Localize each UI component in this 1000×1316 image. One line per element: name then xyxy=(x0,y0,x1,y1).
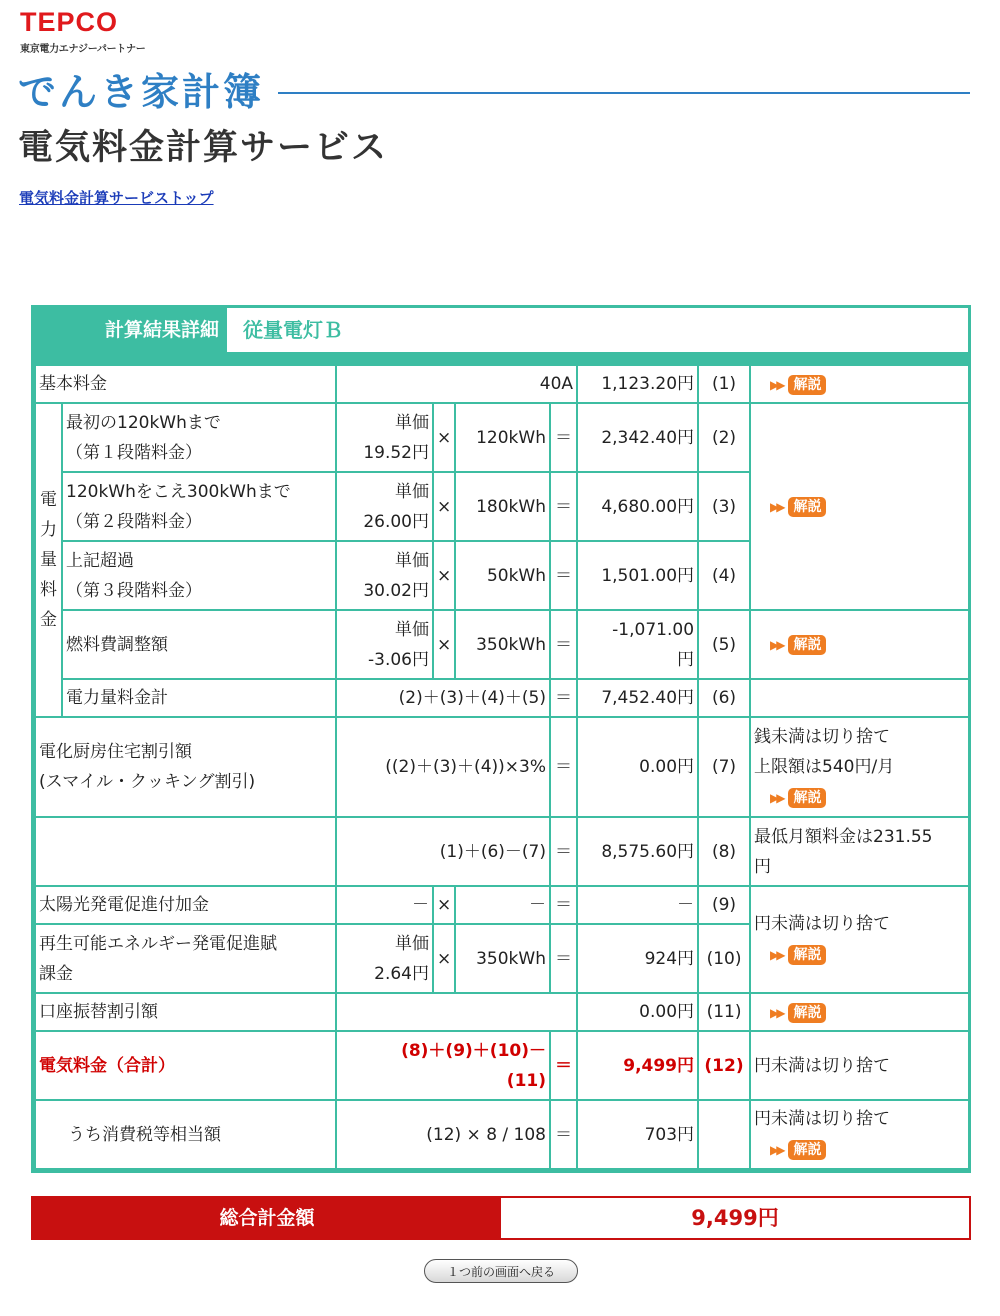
times-sign: × xyxy=(433,541,455,610)
kaisetsu-label: 解説 xyxy=(788,635,826,655)
row-label: 基本料金 xyxy=(35,365,336,403)
row-number: (5) xyxy=(698,610,750,679)
times-sign: × xyxy=(433,924,455,993)
kwh-value: 50kWh xyxy=(455,541,550,610)
amount-value: 7,452.40円 xyxy=(577,679,698,717)
amount-value: 0.00円 xyxy=(577,993,698,1031)
grand-total-label: 総合計金額 xyxy=(33,1198,501,1238)
kaisetsu-label: 解説 xyxy=(788,1140,826,1160)
double-arrow-icon: ▶▶ xyxy=(770,1143,783,1157)
group-label: 電 力 量 料 金 xyxy=(35,403,62,717)
amount-value: 2,342.40円 xyxy=(577,403,698,472)
row-label: 燃料費調整額 xyxy=(62,610,336,679)
row-label xyxy=(35,817,336,886)
note-cell xyxy=(750,403,969,610)
equals-sign: ＝ xyxy=(550,610,577,679)
kaisetsu-button[interactable] xyxy=(770,1134,826,1165)
amount-value: 8,575.60円 xyxy=(577,817,698,886)
panel-header xyxy=(34,308,968,364)
kaisetsu-label: 解説 xyxy=(788,945,826,965)
kaisetsu-button[interactable] xyxy=(770,491,826,522)
formula: (12) × 8 / 108 xyxy=(336,1100,550,1169)
amount-value: -1,071.00 円 xyxy=(577,610,698,679)
formula: (1)＋(6)－(7) xyxy=(336,817,550,886)
result-panel xyxy=(31,305,971,1173)
row-number: (3) xyxy=(698,472,750,541)
unit-price: 単価 19.52円 xyxy=(336,403,433,472)
double-arrow-icon: ▶▶ xyxy=(770,500,783,514)
equals-sign: ＝ xyxy=(550,679,577,717)
equals-sign: ＝ xyxy=(550,541,577,610)
kwh-value: － xyxy=(455,886,550,924)
kwh-value: 120kWh xyxy=(455,403,550,472)
row-label: 再生可能エネルギー発電促進賦 課金 xyxy=(35,924,336,993)
kaisetsu-label: 解説 xyxy=(788,1003,826,1023)
back-button[interactable]: １つ前の画面へ戻る xyxy=(424,1259,578,1283)
note-cell xyxy=(750,610,969,679)
double-arrow-icon: ▶▶ xyxy=(770,1005,783,1020)
row-label: うち消費税等相当額 xyxy=(35,1100,336,1169)
grand-total-bar xyxy=(31,1196,971,1240)
unit-price: 単価 30.02円 xyxy=(336,541,433,610)
logo-subtitle: 東京電力エナジーパートナー xyxy=(20,44,146,55)
panel-heading: 計算結果詳細 xyxy=(34,308,227,352)
amount-value: 1,123.20円 xyxy=(577,365,698,403)
row-label: 最初の120kWhまで （第１段階料金） xyxy=(62,403,336,472)
formula: (8)＋(9)＋(10)－ (11) xyxy=(336,1031,550,1100)
ampere-value: 40A xyxy=(336,365,577,403)
double-arrow-icon: ▶▶ xyxy=(770,377,783,392)
row-number: (1) xyxy=(698,365,750,403)
row-label: 口座振替割引額 xyxy=(35,993,336,1031)
detail-table xyxy=(34,364,970,1170)
note-cell xyxy=(750,679,969,717)
kwh-value: 350kWh xyxy=(455,610,550,679)
brand-banner xyxy=(18,70,970,114)
page-title: 電気料金計算サービス xyxy=(18,128,389,168)
row-number: (2) xyxy=(698,403,750,472)
unit-price: － xyxy=(336,886,433,924)
note-cell: 最低月額料金は231.55 円 xyxy=(750,817,969,886)
equals-sign: ＝ xyxy=(550,886,577,924)
times-sign: × xyxy=(433,472,455,541)
kaisetsu-label: 解説 xyxy=(788,497,826,517)
kaisetsu-button[interactable] xyxy=(770,997,826,1028)
amount-value: 1,501.00円 xyxy=(577,541,698,610)
row-label: 電気料金（合計） xyxy=(35,1031,336,1100)
row-label: 電力量料金計 xyxy=(62,679,336,717)
unit-price: 単価 2.64円 xyxy=(336,924,433,993)
table-row xyxy=(35,365,969,403)
table-row xyxy=(35,993,969,1031)
kaisetsu-label: 解説 xyxy=(788,788,826,808)
table-row xyxy=(35,610,969,679)
amount-value: － xyxy=(577,886,698,924)
note-cell: 円未満は切り捨て ▶▶ 解説 xyxy=(750,886,969,993)
table-row xyxy=(35,403,969,472)
kaisetsu-label: 解説 xyxy=(788,375,826,395)
note-cell: 円未満は切り捨て xyxy=(750,1031,969,1100)
double-arrow-icon: ▶▶ xyxy=(770,948,783,962)
table-row xyxy=(35,679,969,717)
empty-cell xyxy=(336,993,577,1031)
table-row xyxy=(35,1031,969,1100)
brand-title: でんき家計簿 xyxy=(18,70,265,114)
double-arrow-icon: ▶▶ xyxy=(770,790,783,805)
plan-name: 従量電灯Ｂ xyxy=(227,308,968,352)
formula: (2)＋(3)＋(4)＋(5) xyxy=(336,679,550,717)
kaisetsu-button[interactable] xyxy=(770,782,826,813)
amount-value: 4,680.00円 xyxy=(577,472,698,541)
row-number: (6) xyxy=(698,679,750,717)
kaisetsu-button[interactable] xyxy=(770,629,826,660)
row-label: 電化厨房住宅割引額 (スマイル・クッキング割引) xyxy=(35,717,336,817)
equals-sign: ＝ xyxy=(550,472,577,541)
row-number: (8) xyxy=(698,817,750,886)
times-sign: × xyxy=(433,610,455,679)
times-sign: × xyxy=(433,403,455,472)
row-label: 太陽光発電促進付加金 xyxy=(35,886,336,924)
brand-divider xyxy=(278,92,970,94)
row-number: (4) xyxy=(698,541,750,610)
equals-sign: ＝ xyxy=(550,717,577,817)
row-number: (9) xyxy=(698,886,750,924)
kaisetsu-button[interactable] xyxy=(770,369,826,400)
logo-mark: TEPCO xyxy=(20,7,119,37)
unit-price: 単価 -3.06円 xyxy=(336,610,433,679)
unit-price: 単価 26.00円 xyxy=(336,472,433,541)
kwh-value: 350kWh xyxy=(455,924,550,993)
note-cell xyxy=(750,993,969,1031)
equals-sign: ＝ xyxy=(550,403,577,472)
row-number xyxy=(698,1100,750,1169)
tepco-logo xyxy=(20,8,145,55)
amount-value: 703円 xyxy=(577,1100,698,1169)
note-cell xyxy=(750,365,969,403)
amount-value: 0.00円 xyxy=(577,717,698,817)
times-sign: × xyxy=(433,886,455,924)
table-row xyxy=(35,886,969,924)
equals-sign: ＝ xyxy=(550,1100,577,1169)
table-row xyxy=(35,1100,969,1169)
equals-sign: ＝ xyxy=(550,1031,577,1100)
table-row xyxy=(35,817,969,886)
row-number: (11) xyxy=(698,993,750,1031)
table-row xyxy=(35,717,969,817)
row-number: (10) xyxy=(698,924,750,993)
note-cell: 銭未満は切り捨て 上限額は540円/月 ▶▶ 解説 xyxy=(750,717,969,817)
amount-value: 924円 xyxy=(577,924,698,993)
amount-value: 9,499円 xyxy=(577,1031,698,1100)
service-top-link[interactable]: 電気料金計算サービストップ xyxy=(19,189,214,207)
kaisetsu-button[interactable] xyxy=(770,939,826,970)
kwh-value: 180kWh xyxy=(455,472,550,541)
equals-sign: ＝ xyxy=(550,924,577,993)
row-label: 120kWhをこえ300kWhまで （第２段階料金） xyxy=(62,472,336,541)
row-number: (7) xyxy=(698,717,750,817)
equals-sign: ＝ xyxy=(550,817,577,886)
row-label: 上記超過 （第３段階料金） xyxy=(62,541,336,610)
formula: ((2)＋(3)＋(4))×3% xyxy=(336,717,550,817)
double-arrow-icon: ▶▶ xyxy=(770,638,783,652)
grand-total-value: 9,499円 xyxy=(501,1198,969,1238)
note-cell: 円未満は切り捨て ▶▶ 解説 xyxy=(750,1100,969,1169)
row-number: (12) xyxy=(698,1031,750,1100)
